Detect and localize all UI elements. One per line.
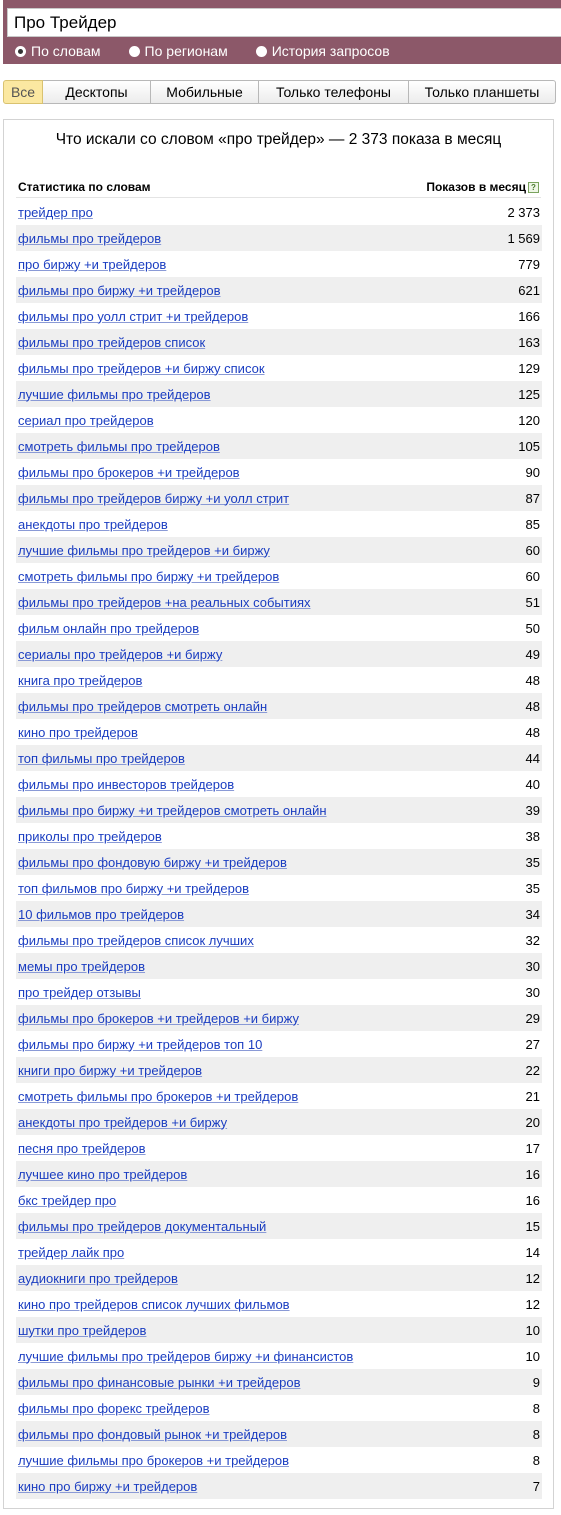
keyword-link[interactable]: фильмы про биржу +и трейдеров [18, 282, 221, 298]
keyword-link[interactable]: фильмы про финансовые рынки +и трейдеров [18, 1374, 301, 1390]
keyword-link[interactable]: фильмы про брокеров +и трейдеров +и биржу [18, 1010, 299, 1026]
keyword-link[interactable]: книги про биржу +и трейдеров [18, 1062, 203, 1078]
keyword-link[interactable]: лучшие фильмы про брокеров +и трейдеров [18, 1452, 289, 1468]
shows-count: 39 [525, 802, 540, 818]
shows-count: 125 [518, 386, 540, 402]
table-row [16, 641, 542, 667]
shows-count: 48 [525, 672, 540, 688]
keyword-link[interactable]: лучшие фильмы про трейдеров [18, 386, 211, 402]
keyword-link[interactable]: фильмы про трейдеров +на реальных событиях [18, 594, 311, 610]
table-row [16, 1317, 542, 1343]
tab-desktops[interactable]: Десктопы [43, 80, 151, 104]
keyword-link[interactable]: трейдер лайк про [18, 1244, 125, 1260]
table-row [16, 407, 542, 433]
table-row [16, 771, 542, 797]
keyword-link[interactable]: фильмы про трейдеров [18, 230, 162, 246]
mode-label: По словам [31, 43, 101, 59]
mode-label: По регионам [144, 43, 228, 59]
table-row [16, 1213, 542, 1239]
shows-count: 8 [532, 1400, 540, 1416]
table-row [16, 1005, 542, 1031]
keyword-link[interactable]: фильмы про уолл стрит +и трейдеров [18, 308, 249, 324]
keyword-link[interactable]: смотреть фильмы про биржу +и трейдеров [18, 568, 280, 584]
keyword-link[interactable]: смотреть фильмы про брокеров +и трейдеров [18, 1088, 299, 1104]
help-icon[interactable]: ? [528, 182, 539, 193]
keyword-link[interactable]: сериал про трейдеров [18, 412, 154, 428]
keyword-link[interactable]: фильмы про трейдеров список лучших [18, 932, 254, 948]
table-row [16, 1161, 542, 1187]
shows-count: 105 [518, 438, 540, 454]
table-row [16, 537, 542, 563]
shows-count: 60 [525, 568, 540, 584]
shows-count: 1 569 [507, 230, 540, 246]
shows-count: 87 [525, 490, 540, 506]
shows-count: 38 [525, 828, 540, 844]
table-row [16, 459, 542, 485]
shows-count: 48 [525, 698, 540, 714]
shows-count: 12 [525, 1270, 540, 1286]
table-row [16, 1369, 542, 1395]
search-panel [3, 0, 561, 64]
shows-count: 16 [525, 1192, 540, 1208]
shows-count: 34 [525, 906, 540, 922]
shows-count: 120 [518, 412, 540, 428]
tab-mobile[interactable]: Мобильные [151, 80, 259, 104]
shows-count: 30 [525, 984, 540, 1000]
shows-count: 32 [525, 932, 540, 948]
table-row [16, 615, 542, 641]
shows-count: 27 [525, 1036, 540, 1052]
device-tabs [3, 80, 556, 104]
shows-count: 21 [525, 1088, 540, 1104]
keyword-link[interactable]: лучшие фильмы про трейдеров +и биржу [18, 542, 270, 558]
shows-count: 7 [532, 1478, 540, 1494]
shows-count: 14 [525, 1244, 540, 1260]
keyword-link[interactable]: лучшие фильмы про трейдеров биржу +и финансистов [18, 1348, 354, 1364]
shows-count: 85 [525, 516, 540, 532]
shows-count: 163 [518, 334, 540, 350]
shows-count: 2 373 [507, 204, 540, 220]
column-header-shows-label: Показов в месяц [426, 180, 526, 194]
keyword-link[interactable]: фильмы про фондовую биржу +и трейдеров [18, 854, 287, 870]
radio-icon[interactable] [129, 46, 140, 57]
table-row [16, 953, 542, 979]
keyword-link[interactable]: топ фильмы про трейдеров [18, 750, 185, 766]
search-input[interactable]: Про Трейдер [7, 8, 561, 37]
tab-tablets-only[interactable]: Только планшеты [409, 80, 556, 104]
search-mode-group [15, 42, 418, 60]
panel-title: Что искали со словом «про трейдер» — 2 373 показа в месяц [55, 131, 502, 148]
table-row [16, 1473, 542, 1499]
results-panel [3, 119, 554, 1509]
shows-count: 44 [525, 750, 540, 766]
table-row [16, 745, 542, 771]
shows-count: 15 [525, 1218, 540, 1234]
shows-count: 16 [525, 1166, 540, 1182]
keyword-link[interactable]: топ фильмов про биржу +и трейдеров [18, 880, 250, 896]
keyword-link[interactable]: фильмы про трейдеров список [18, 334, 206, 350]
shows-count: 40 [525, 776, 540, 792]
keyword-link[interactable]: про биржу +и трейдеров [18, 256, 167, 272]
table-row [16, 901, 542, 927]
keyword-link[interactable]: фильм онлайн про трейдеров [18, 620, 200, 636]
table-row [16, 199, 542, 225]
shows-count: 129 [518, 360, 540, 376]
mode-history[interactable] [256, 43, 390, 59]
shows-count: 35 [525, 854, 540, 870]
table-row [16, 511, 542, 537]
table-row [16, 1265, 542, 1291]
keyword-link[interactable]: фильмы про брокеров +и трейдеров [18, 464, 240, 480]
table-row [16, 1031, 542, 1057]
keyword-link[interactable]: мемы про трейдеров [18, 958, 146, 974]
shows-count: 35 [525, 880, 540, 896]
shows-count: 9 [532, 1374, 540, 1390]
table-row [16, 979, 542, 1005]
shows-count: 60 [525, 542, 540, 558]
shows-count: 90 [525, 464, 540, 480]
keyword-link[interactable]: приколы про трейдеров [18, 828, 162, 844]
keyword-link[interactable]: кино про трейдеров [18, 724, 138, 740]
mode-by-words[interactable] [15, 43, 101, 59]
keyword-link[interactable]: анекдоты про трейдеров [18, 516, 168, 532]
mode-label: История запросов [271, 43, 390, 59]
table-row [16, 1395, 542, 1421]
keyword-link[interactable]: фильмы про трейдеров документальный [18, 1218, 267, 1234]
keyword-link[interactable]: шутки про трейдеров [18, 1322, 147, 1338]
keyword-link[interactable]: фильмы про трейдеров смотреть онлайн [18, 698, 268, 714]
shows-count: 20 [525, 1114, 540, 1130]
keyword-link[interactable]: сериалы про трейдеров +и биржу [18, 646, 223, 662]
keyword-link[interactable]: фильмы про фондовый рынок +и трейдеров [18, 1426, 287, 1442]
keyword-link[interactable]: про трейдер отзывы [18, 984, 141, 1000]
table-row [16, 303, 542, 329]
keyword-link[interactable]: 10 фильмов про трейдеров [18, 906, 185, 922]
table-row [16, 381, 542, 407]
tab-all[interactable]: Все [3, 80, 43, 104]
radio-icon[interactable] [256, 46, 267, 57]
shows-count: 10 [525, 1322, 540, 1338]
table-row [16, 693, 542, 719]
table-row [16, 251, 542, 277]
table-row [16, 719, 542, 745]
shows-count: 51 [525, 594, 540, 610]
keyword-link[interactable]: смотреть фильмы про трейдеров [18, 438, 220, 454]
table-row [16, 667, 542, 693]
keyword-link[interactable]: фильмы про биржу +и трейдеров смотреть онлайн [18, 802, 327, 818]
column-header-shows [426, 180, 539, 194]
shows-count: 8 [532, 1426, 540, 1442]
table-row [16, 797, 542, 823]
shows-count: 48 [525, 724, 540, 740]
keyword-link[interactable]: лучшее кино про трейдеров [18, 1166, 188, 1182]
table-row [16, 225, 542, 251]
keyword-link[interactable]: анекдоты про трейдеров +и биржу [18, 1114, 228, 1130]
table-row [16, 1291, 542, 1317]
keyword-link[interactable]: аудиокниги про трейдеров [18, 1270, 178, 1286]
table-row [16, 589, 542, 615]
keyword-link[interactable]: фильмы про инвесторов трейдеров [18, 776, 235, 792]
table-row [16, 1343, 542, 1369]
table-row [16, 1057, 542, 1083]
keyword-link[interactable]: кино про биржу +и трейдеров [18, 1478, 198, 1494]
radio-icon-selected[interactable] [15, 46, 26, 57]
table-row [16, 1239, 542, 1265]
column-header-words: Статистика по словам [18, 180, 151, 194]
keyword-link[interactable]: трейдер про [18, 204, 93, 220]
shows-count: 49 [525, 646, 540, 662]
keyword-link[interactable]: фильмы про форекс трейдеров [18, 1400, 210, 1416]
table-row [16, 823, 542, 849]
table-row [16, 563, 542, 589]
table-row [16, 1083, 542, 1109]
mode-by-regions[interactable] [129, 43, 228, 59]
shows-count: 621 [518, 282, 540, 298]
shows-count: 166 [518, 308, 540, 324]
shows-count: 10 [525, 1348, 540, 1364]
table-row [16, 1187, 542, 1213]
table-row [16, 875, 542, 901]
table-row [16, 927, 542, 953]
shows-count: 30 [525, 958, 540, 974]
table-row [16, 433, 542, 459]
keyword-link[interactable]: книга про трейдеров [18, 672, 143, 688]
keyword-link[interactable]: фильмы про биржу +и трейдеров топ 10 [18, 1036, 263, 1052]
keyword-link[interactable]: бкс трейдер про [18, 1192, 117, 1208]
keyword-link[interactable]: песня про трейдеров [18, 1140, 146, 1156]
tab-phones-only[interactable]: Только телефоны [259, 80, 409, 104]
shows-count: 8 [532, 1452, 540, 1468]
shows-count: 22 [525, 1062, 540, 1078]
shows-count: 50 [525, 620, 540, 636]
table-row [16, 849, 542, 875]
table-row [16, 1421, 542, 1447]
keyword-link[interactable]: кино про трейдеров список лучших фильмов [18, 1296, 290, 1312]
results-table [16, 199, 542, 1499]
shows-count: 779 [518, 256, 540, 272]
shows-count: 17 [525, 1140, 540, 1156]
keyword-link[interactable]: фильмы про трейдеров +и биржу список [18, 360, 265, 376]
table-row [16, 1135, 542, 1161]
table-row [16, 355, 542, 381]
keyword-link[interactable]: фильмы про трейдеров биржу +и уолл стрит [18, 490, 290, 506]
shows-count: 29 [525, 1010, 540, 1026]
table-row [16, 1109, 542, 1135]
header-divider [16, 197, 541, 198]
table-row [16, 1447, 542, 1473]
table-row [16, 485, 542, 511]
table-row [16, 277, 542, 303]
shows-count: 12 [525, 1296, 540, 1312]
table-row [16, 329, 542, 355]
